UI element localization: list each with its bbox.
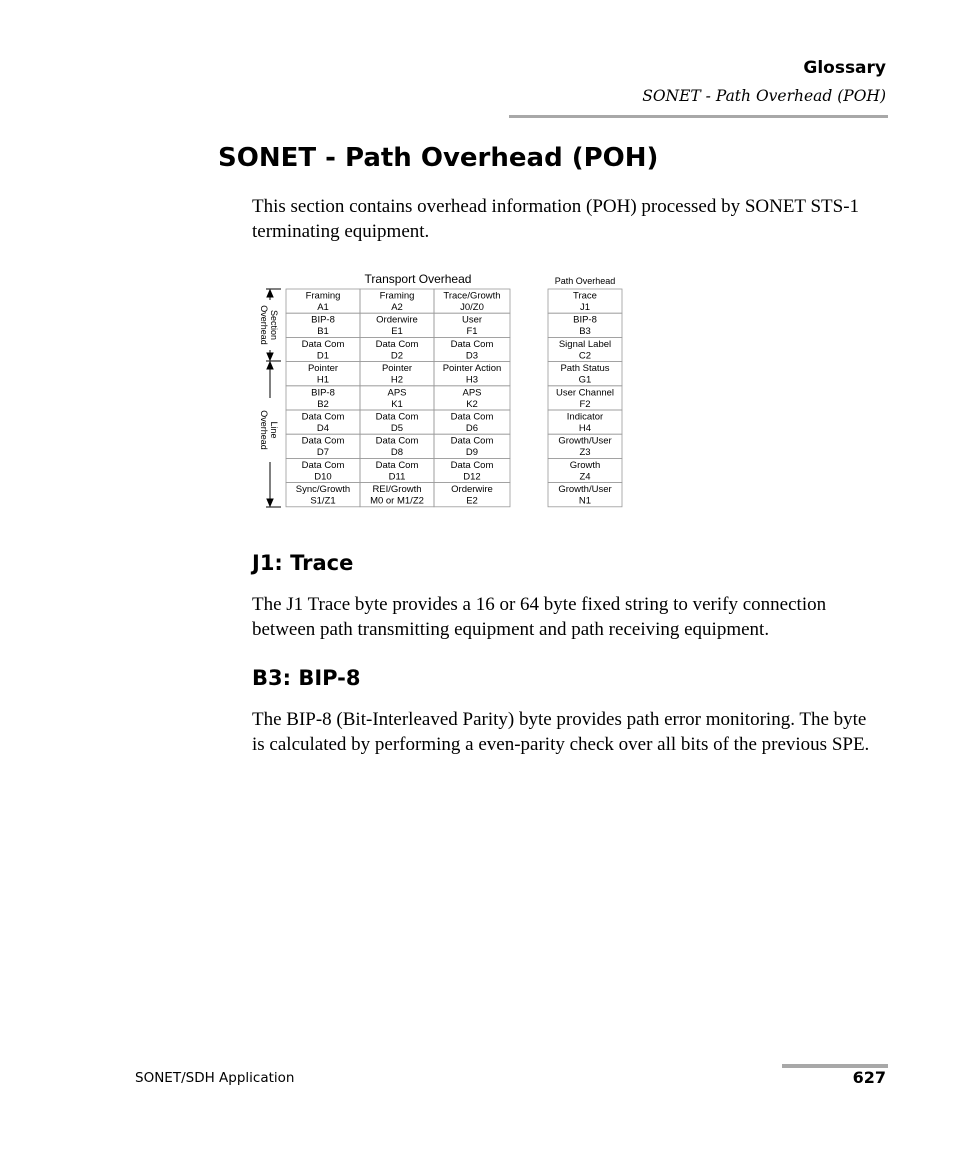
transport-cell-name: Sync/Growth — [295, 484, 351, 496]
path-cell-byte: F2 — [579, 398, 591, 410]
transport-cell-byte: K1 — [391, 398, 403, 410]
transport-cell-name: Orderwire — [376, 314, 418, 326]
path-cell-name: BIP-8 — [573, 314, 597, 326]
transport-cell-byte: F1 — [466, 326, 478, 338]
path-cell-name: Path Status — [560, 363, 610, 375]
path-cell-byte: J1 — [579, 302, 591, 313]
transport-cell-byte: M0 or M1/Z2 — [370, 495, 424, 507]
transport-cell-name: Data Com — [375, 435, 419, 447]
page-title: SONET - Path Overhead (POH) — [218, 143, 659, 173]
line-overhead-label-line: Overhead — [259, 410, 269, 450]
transport-cell-name: APS — [387, 387, 407, 399]
transport-cell-byte: D5 — [390, 423, 404, 434]
transport-cell-name: Data Com — [375, 459, 419, 471]
footer-document-title: SONET/SDH Application — [135, 1070, 295, 1086]
transport-overhead-title: Transport Overhead — [364, 272, 472, 286]
transport-cell-byte: H3 — [465, 374, 479, 386]
transport-cell-byte: A2 — [391, 302, 403, 313]
transport-cell-byte: S1/Z1 — [310, 495, 336, 507]
path-cell-byte: Z4 — [579, 471, 591, 483]
transport-cell-name: Data Com — [375, 338, 419, 350]
transport-cell-byte: H1 — [316, 374, 330, 386]
path-cell-name: Indicator — [566, 411, 604, 423]
transport-cell-byte: E1 — [391, 326, 403, 338]
path-overhead-title: Path Overhead — [554, 276, 616, 286]
section-body-j1: The J1 Trace byte provides a 16 or 64 byte fixed string to verify connection between path transmitting equipment and path receiving equipment. — [252, 594, 827, 640]
header-rule — [509, 115, 888, 118]
transport-cell-name: Framing — [305, 290, 341, 302]
transport-cell-name: Data Com — [301, 411, 345, 423]
path-cell-byte: B3 — [579, 326, 591, 338]
transport-cell-name: Pointer — [307, 363, 339, 375]
transport-cell-name: Data Com — [301, 338, 345, 350]
running-header-subsection: SONET - Path Overhead (POH) — [642, 87, 886, 105]
transport-cell-byte: K2 — [466, 398, 478, 410]
transport-cell-byte: D12 — [463, 471, 481, 483]
transport-cell-name: Data Com — [450, 459, 494, 471]
section-overhead-label — [259, 305, 279, 345]
intro-paragraph: This section contains overhead information (POH) processed by SONET STS-1 terminating equipment. — [252, 196, 860, 242]
path-cell-name: Growth — [569, 459, 601, 471]
section-body-b3: The BIP-8 (Bit-Interleaved Parity) byte provides path error monitoring. The byte is calculated by performing a even-parity check over all bits of the previous SPE. — [252, 709, 870, 755]
path-cell-byte: Z3 — [579, 447, 591, 459]
transport-cell-byte: D9 — [465, 447, 479, 459]
transport-cell-byte: D7 — [316, 447, 330, 459]
overhead-diagram-svg — [256, 266, 626, 512]
transport-cell-byte: D10 — [314, 471, 332, 483]
transport-cell-byte: D4 — [316, 423, 330, 434]
transport-cell-name: Framing — [379, 290, 415, 302]
transport-cell-byte: D8 — [390, 447, 404, 459]
path-cell-byte: G1 — [578, 374, 592, 386]
section-overhead-label-line: Section — [269, 309, 279, 341]
transport-cell-name: Data Com — [450, 411, 494, 423]
line-overhead-label-line: Line — [269, 421, 279, 439]
transport-cell-name: BIP-8 — [311, 387, 335, 399]
transport-cell-name: Trace/Growth — [443, 290, 501, 302]
transport-cell-byte: D1 — [316, 350, 330, 362]
transport-cell-byte: J0/Z0 — [460, 302, 484, 313]
transport-overhead-grid — [286, 289, 510, 507]
section-heading-j1: J1: Trace — [252, 551, 354, 575]
running-header-section: Glossary — [803, 58, 886, 78]
transport-cell-name: Orderwire — [451, 484, 493, 496]
path-cell-name: Trace — [573, 290, 597, 302]
transport-cell-name: Data Com — [450, 435, 494, 447]
section-heading-b3: B3: BIP-8 — [252, 666, 361, 690]
transport-cell-name: Pointer Action — [442, 363, 502, 375]
transport-cell-byte: A1 — [317, 302, 329, 313]
path-cell-name: Signal Label — [558, 338, 612, 350]
transport-cell-name: Data Com — [301, 435, 345, 447]
transport-cell-name: Data Com — [450, 338, 494, 350]
transport-cell-name: APS — [462, 387, 482, 399]
transport-cell-name: Data Com — [301, 459, 345, 471]
transport-cell-name: Pointer — [381, 363, 413, 375]
transport-cell-byte: D3 — [465, 350, 479, 362]
transport-cell-byte: B2 — [317, 398, 329, 410]
footer-page-number: 627 — [852, 1068, 886, 1087]
transport-cell-byte: D11 — [388, 471, 406, 483]
path-cell-name: User Channel — [555, 387, 615, 399]
transport-cell-name: REI/Growth — [372, 484, 422, 496]
transport-cell-byte: D2 — [390, 350, 404, 362]
transport-cell-byte: E2 — [466, 495, 478, 507]
transport-cell-name: Data Com — [375, 411, 419, 423]
transport-cell-name: BIP-8 — [311, 314, 335, 326]
overhead-diagram — [256, 266, 626, 512]
path-cell-name: Growth/User — [558, 484, 612, 496]
path-cell-byte: H4 — [578, 423, 592, 434]
transport-cell-byte: D6 — [465, 423, 479, 434]
path-cell-byte: N1 — [578, 495, 592, 507]
transport-cell-name: User — [461, 314, 483, 326]
transport-cell-byte: B1 — [317, 326, 329, 338]
path-cell-name: Growth/User — [558, 435, 612, 447]
transport-cell-byte: H2 — [390, 374, 404, 386]
section-overhead-label-line: Overhead — [259, 305, 269, 345]
path-cell-byte: C2 — [578, 350, 592, 362]
